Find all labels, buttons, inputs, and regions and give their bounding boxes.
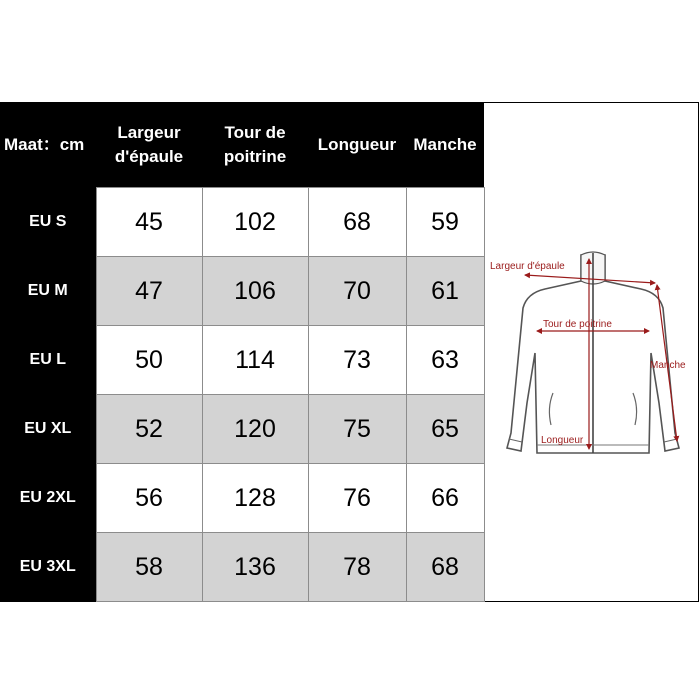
sleeve-value: 63 xyxy=(406,326,484,395)
sleeve-value: 61 xyxy=(406,257,484,326)
header-shoulder-line2: d'épaule xyxy=(114,147,184,166)
shoulder-value: 56 xyxy=(96,464,202,533)
chest-value: 102 xyxy=(202,188,308,257)
table-row xyxy=(0,395,484,464)
table-row xyxy=(0,326,484,395)
chest-value: 128 xyxy=(202,464,308,533)
shoulder-value: 50 xyxy=(96,326,202,395)
header-chest xyxy=(202,103,308,188)
header-chest-line2: poitrine xyxy=(223,147,287,166)
sleeve-value: 65 xyxy=(406,395,484,464)
header-chest-line1: Tour de xyxy=(224,123,286,142)
size-label: EU S xyxy=(0,188,96,257)
length-value: 73 xyxy=(308,326,406,395)
table-row xyxy=(0,464,484,533)
size-table xyxy=(0,103,485,602)
length-value: 75 xyxy=(308,395,406,464)
shoulder-value: 47 xyxy=(96,257,202,326)
table-row xyxy=(0,188,484,257)
measurement-diagram xyxy=(485,103,698,601)
shoulder-value: 45 xyxy=(96,188,202,257)
header-size: Maat：cm xyxy=(0,103,96,188)
length-value: 76 xyxy=(308,464,406,533)
table-row xyxy=(0,257,484,326)
sleeve-value: 59 xyxy=(406,188,484,257)
header-length: Longueur xyxy=(308,103,406,188)
sleeve-value: 66 xyxy=(406,464,484,533)
header-sleeve: Manche xyxy=(406,103,484,188)
sleeve-value: 68 xyxy=(406,533,484,602)
header-shoulder xyxy=(96,103,202,188)
shoulder-measure-label: Largeur d'épaule xyxy=(490,261,565,272)
length-value: 70 xyxy=(308,257,406,326)
size-label: EU XL xyxy=(0,395,96,464)
jacket-icon xyxy=(485,103,698,601)
size-label: EU 2XL xyxy=(0,464,96,533)
chest-value: 114 xyxy=(202,326,308,395)
table-header-row xyxy=(0,103,484,188)
chest-measure-label: Tour de poitrine xyxy=(543,319,612,330)
size-label: EU 3XL xyxy=(0,533,96,602)
shoulder-value: 52 xyxy=(96,395,202,464)
length-measure-label: Longueur xyxy=(541,435,584,446)
size-label: EU L xyxy=(0,326,96,395)
size-label: EU M xyxy=(0,257,96,326)
chest-value: 106 xyxy=(202,257,308,326)
header-shoulder-line1: Largeur xyxy=(117,123,181,142)
chest-value: 136 xyxy=(202,533,308,602)
table-row xyxy=(0,533,484,602)
sleeve-measure-label: Manche xyxy=(650,360,686,371)
shoulder-value: 58 xyxy=(96,533,202,602)
chest-value: 120 xyxy=(202,395,308,464)
size-chart xyxy=(0,102,699,602)
length-value: 78 xyxy=(308,533,406,602)
length-value: 68 xyxy=(308,188,406,257)
